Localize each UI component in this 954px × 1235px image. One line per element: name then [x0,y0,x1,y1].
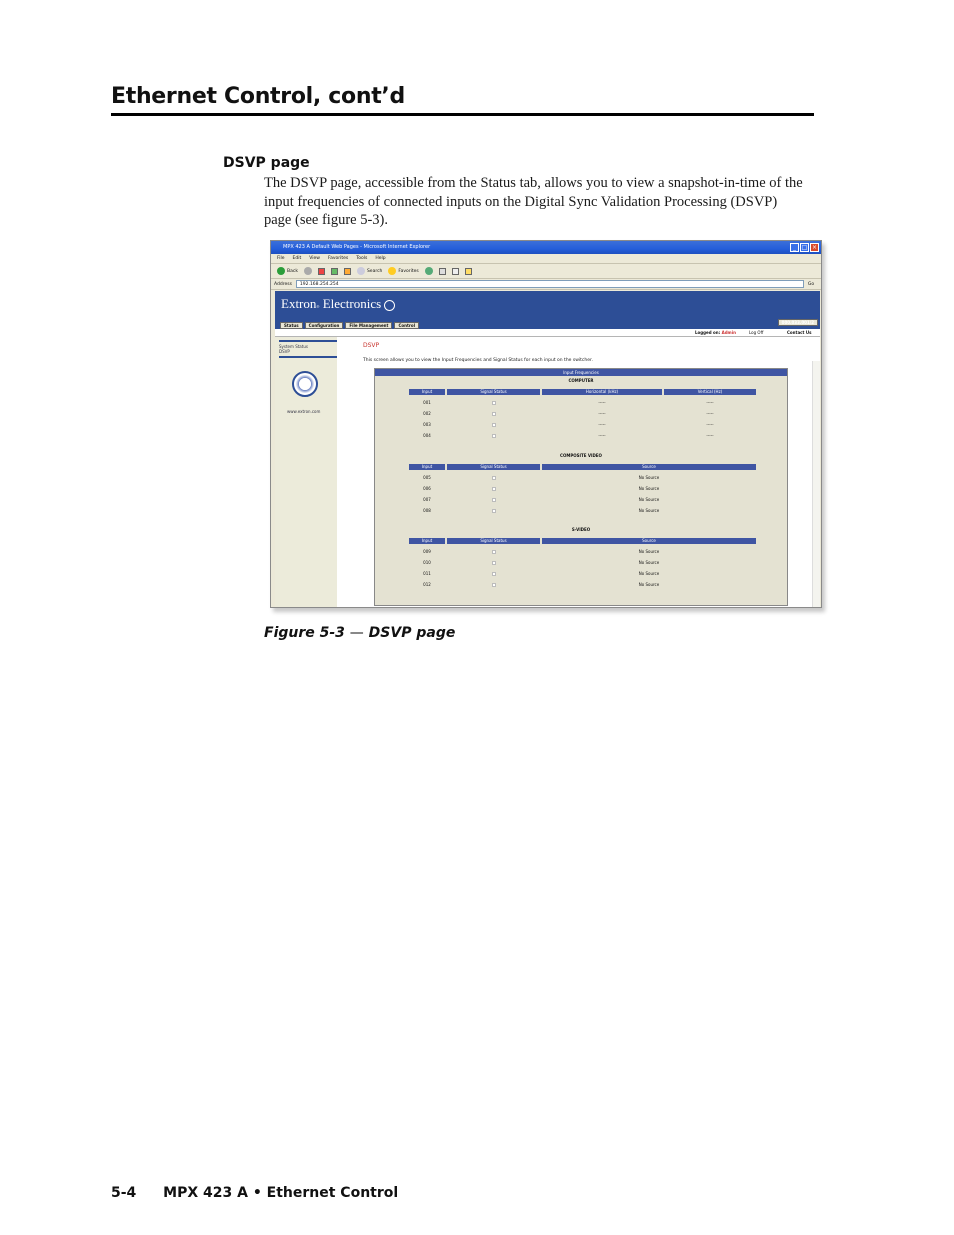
input-number: 008 [423,508,431,513]
source: No Source [638,582,660,587]
favorites-button[interactable] [388,267,418,275]
extron-logo [281,296,395,312]
login-bar [275,329,820,337]
column-header: Horizontal (kHz) [542,389,662,395]
caption-title: DSVP page [368,625,456,641]
column-header: Signal Status [447,389,540,395]
refresh-icon [331,268,338,275]
caption-label: Figure 5-3 [264,625,345,641]
page-number: 5-4 [111,1185,137,1201]
tab-control[interactable]: Control [394,322,419,329]
panel-title: Input Frequencies [375,369,787,376]
signal-status-checkbox [492,423,496,427]
footer-doc-title: MPX 423 A • Ethernet Control [163,1185,399,1201]
sidebar-nav [279,344,308,354]
firmware-version: 000.033.001/2 [778,319,818,326]
input-number: 004 [423,433,431,438]
sidebar-url[interactable]: www.extron.com [287,409,321,414]
logo-reg-mark: ® [316,304,320,309]
extron-seal-icon [292,371,318,397]
input-number: 007 [423,497,431,502]
signal-status-checkbox [492,434,496,438]
sidebar [275,337,337,607]
column-header: Input [409,464,445,470]
search-button[interactable] [357,267,382,275]
ie-address-bar [271,279,821,290]
input-number: 010 [423,560,431,565]
print-icon [452,268,459,275]
input-frequencies-panel [374,368,788,606]
tab-configuration[interactable]: Configuration [305,322,344,329]
signal-status-checkbox [492,412,496,416]
minimize-icon[interactable]: _ [790,243,799,252]
input-number: 003 [423,422,431,427]
source: No Source [638,571,660,576]
page-title: Ethernet Control, cont’d [111,84,405,109]
refresh-button[interactable] [331,268,338,275]
signal-status-checkbox [492,498,496,502]
column-header: Signal Status [447,538,540,544]
home-icon [344,268,351,275]
menu-file[interactable]: File [277,256,285,261]
stop-button[interactable] [318,268,325,275]
group-title: COMPOSITE VIDEO [560,453,602,458]
signal-status-checkbox [492,487,496,491]
caption-dash: — [349,625,364,641]
vertical-hz: ----- [706,400,714,405]
home-button[interactable] [344,268,351,275]
group-title: S-VIDEO [571,527,591,532]
signal-status-checkbox [492,550,496,554]
dsvp-screenshot [270,240,822,608]
signal-status-checkbox [492,401,496,405]
address-label: Address [274,281,292,287]
folder-button[interactable] [465,268,472,275]
tab-file-management[interactable]: File Management [345,322,392,329]
input-number: 001 [423,400,431,405]
window-title: MPX 423 A Default Web Pages - Microsoft Internet Explorer [283,244,431,250]
sidebar-rule [279,340,337,342]
ie-toolbar [271,264,821,279]
log-off-link[interactable]: Log Off [749,330,764,335]
dsvp-intro: This screen allows you to view the Input Frequencies and Signal Status for each input on the switcher. [363,358,593,363]
source: No Source [638,549,660,554]
title-rule [111,113,814,116]
sidebar-rule [279,356,337,358]
horizontal-khz: ----- [598,433,606,438]
tab-status[interactable]: Status [280,322,303,329]
horizontal-khz: ----- [598,422,606,427]
source: No Source [638,508,660,513]
menu-tools[interactable]: Tools [356,256,368,261]
column-header: Signal Status [447,464,540,470]
source: No Source [638,497,660,502]
source: No Source [638,475,660,480]
print-button[interactable] [452,268,459,275]
history-icon [425,267,433,275]
mail-icon [439,268,446,275]
scrollbar[interactable] [812,361,820,607]
forward-arrow-icon [304,267,312,275]
column-header: Source [542,464,756,470]
extron-banner [275,291,820,319]
signal-status-checkbox [492,572,496,576]
browser-viewport [275,291,820,607]
section-heading: DSVP page [223,155,310,171]
back-label: Back [287,268,298,274]
ie-titlebar [271,241,821,254]
page-footer [111,1185,398,1201]
sidebar-item-dsvp[interactable]: DSVP [279,349,290,354]
dsvp-content [337,337,820,607]
back-button[interactable] [277,267,298,275]
history-button[interactable] [425,267,433,275]
logo-word-2: Electronics [322,296,382,311]
mail-button[interactable] [439,268,446,275]
horizontal-khz: ----- [598,411,606,416]
column-header: Vertical (Hz) [664,389,756,395]
vertical-hz: ----- [706,422,714,427]
column-header: Input [409,538,445,544]
logo-word-1: Extron [281,296,317,311]
star-icon [388,267,396,275]
stop-icon [318,268,325,275]
address-input[interactable]: 192.168.254.254 [296,280,804,288]
logged-on-label: Logged on: [695,330,721,335]
source: No Source [638,560,660,565]
figure-caption [264,625,455,641]
menu-favorites[interactable]: Favorites [327,256,349,261]
contact-us-link[interactable]: Contact Us [787,330,812,335]
search-label: Search [366,268,383,274]
ie-menubar [271,254,821,264]
source: No Source [638,486,660,491]
menu-help[interactable]: Help [375,256,386,261]
search-icon [357,267,365,275]
menu-view[interactable]: View [309,256,320,261]
input-number: 005 [423,475,431,480]
close-icon[interactable]: × [811,244,818,251]
tab-bar [275,319,820,329]
signal-status-checkbox [492,476,496,480]
group-title: COMPUTER [568,378,594,383]
logged-on [695,329,736,337]
folder-icon [465,268,472,275]
input-number: 011 [423,571,431,576]
favorites-label: Favorites [398,268,419,274]
signal-status-checkbox [492,509,496,513]
horizontal-khz: ----- [598,400,606,405]
sidebar-item-system-status[interactable]: System Status [279,344,308,349]
menu-edit[interactable]: Edit [292,256,302,261]
input-number: 012 [423,582,431,587]
column-header: Input [409,389,445,395]
back-arrow-icon [277,267,285,275]
signal-status-checkbox [492,583,496,587]
input-number: 002 [423,411,431,416]
dsvp-heading: DSVP [363,342,380,349]
column-header: Source [542,538,756,544]
input-number: 006 [423,486,431,491]
signal-status-checkbox [492,561,496,565]
forward-button[interactable] [304,267,312,275]
input-number: 009 [423,549,431,554]
logged-user: Admin [721,330,736,335]
vertical-hz: ----- [706,433,714,438]
go-button[interactable]: Go [807,281,815,287]
body-paragraph: The DSVP page, accessible from the Status tab, allows you to view a snapshot-in-time of the input frequencies of connected inputs on the Digital Sync Validation Processing (DSVP) page (see figure 5-3). [264,175,803,228]
extron-globe-icon [384,300,395,311]
maximize-icon[interactable]: □ [801,244,808,251]
vertical-hz: ----- [706,411,714,416]
